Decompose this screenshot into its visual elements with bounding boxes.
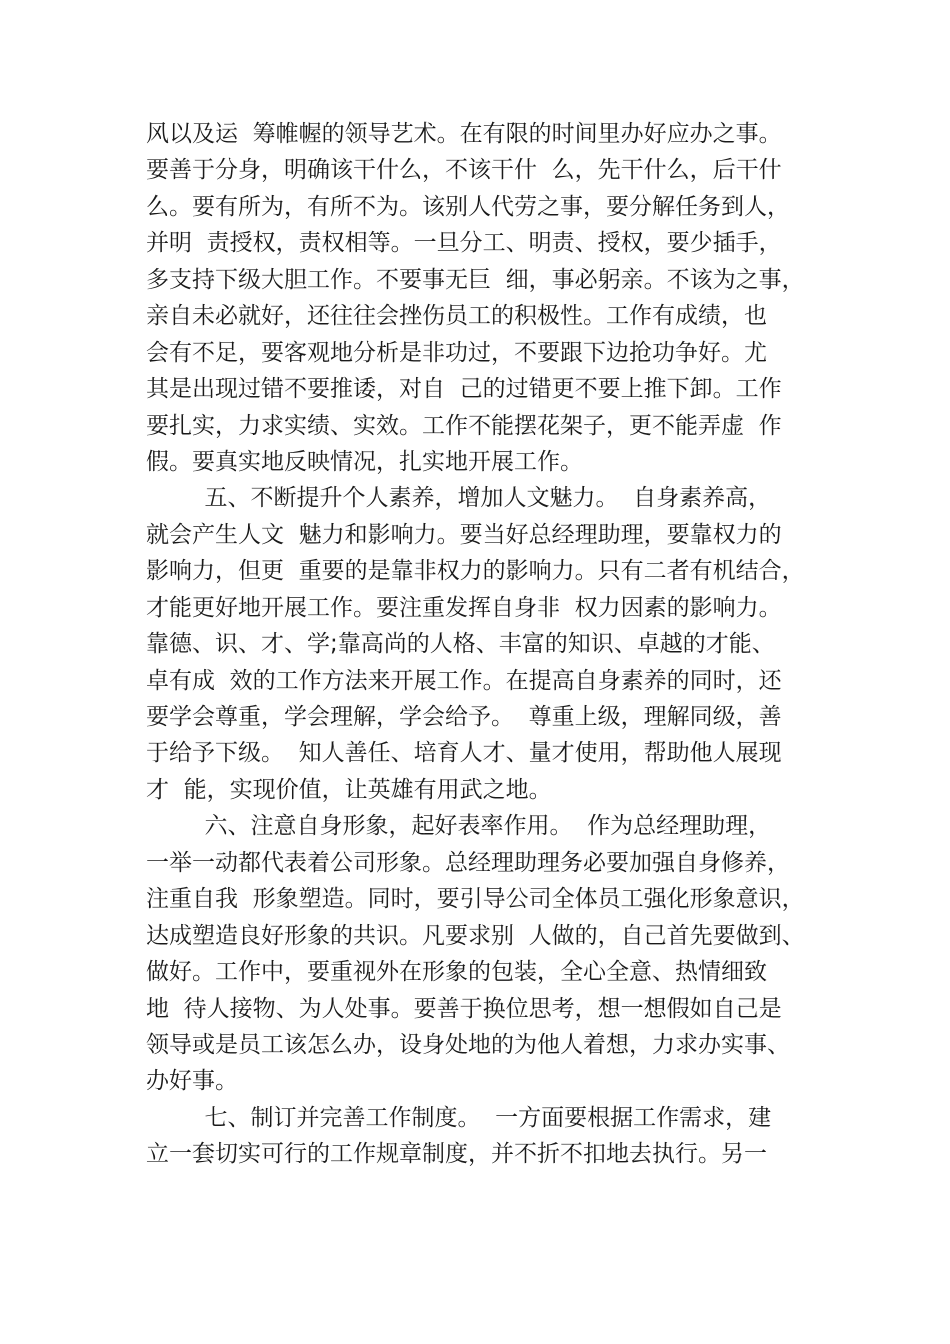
text-line: 靠德、识、才、学;靠高尚的人格、丰富的知识、卓越的才能、 — [146, 631, 775, 658]
text-line: 要学会尊重，学会理解，学会给予。 尊重上级，理解同级，善 — [146, 704, 782, 730]
text-line: 做好。工作中，要重视外在形象的包装，全心全意、热情细致 — [146, 959, 767, 986]
text-line: 才能更好地开展工作。要注重发挥自身非 权力因素的影响力。 — [146, 594, 782, 621]
text-line: 卓有成 效的工作方法来开展工作。在提高自身素养的同时，还 — [146, 667, 782, 694]
text-line: 领导或是员工该怎么办，设身处地的为他人着想，力求办实事、 — [146, 1031, 790, 1058]
text-line: 立一套切实可行的工作规章制度，并不折不扣地去执行。另一 — [146, 1141, 767, 1168]
text-line: 就会产生人文 魅力和影响力。要当好总经理助理，要靠权力的 — [146, 521, 782, 548]
text-line: 地 待人接物、为人处事。要善于换位思考，想一想假如自己是 — [146, 995, 782, 1022]
text-line: 会有不足，要客观地分析是非功过，不要跟下边抢功争好。尤 — [146, 339, 767, 366]
body-text — [146, 116, 826, 1173]
text-line: 要善于分身，明确该干什么，不该干什 么，先干什么，后干什 — [146, 157, 782, 184]
text-line: 于给予下级。 知人善任、培育人才、量才使用，帮助他人展现 — [146, 740, 782, 767]
text-line: 风以及运 筹帷幄的领导艺术。在有限的时间里办好应办之事。 — [146, 121, 782, 147]
text-line: 影响力，但更 重要的是靠非权力的影响力。只有二者有机结合， — [146, 558, 805, 585]
text-line: 其是出现过错不要推诿，对自 己的过错更不要上推下卸。工作 — [146, 376, 782, 403]
section-heading-line: 六、注意自身形象，起好表率作用。 作为总经理助理， — [146, 813, 772, 840]
text-line: 并明 责授权，责权相等。一旦分工、明责、授权，要少插手， — [146, 230, 782, 257]
text-line: 一举一动都代表着公司形象。总经理助理务必要加强自身修养， — [146, 849, 790, 876]
section-heading-line: 七、制订并完善工作制度。 一方面要根据工作需求，建 — [146, 1104, 772, 1131]
text-line: 要扎实，力求实绩、实效。工作不能摆花架子，更不能弄虚 作 — [146, 412, 782, 439]
text-line: 达成塑造良好形象的共识。凡要求别 人做的，自己首先要做到、 — [146, 922, 805, 949]
text-line: 亲自未必就好，还往往会挫伤员工的积极性。工作有成绩，也 — [146, 303, 767, 330]
text-line: 办好事。 — [146, 1068, 238, 1095]
text-line: 多支持下级大胆工作。不要事无巨 细，事必躬亲。不该为之事， — [146, 266, 805, 293]
text-line: 假。要真实地反映情况，扎实地开展工作。 — [146, 448, 583, 475]
section-heading-line: 五、不断提升个人素养，增加人文魅力。 自身素养高， — [146, 485, 772, 512]
text-line: 么。要有所为，有所不为。该别人代劳之事，要分解任务到人， — [146, 193, 790, 220]
text-line: 才 能，实现价值，让英雄有用武之地。 — [146, 776, 552, 803]
text-line: 注重自我 形象塑造。同时，要引导公司全体员工强化形象意识， — [146, 886, 805, 913]
